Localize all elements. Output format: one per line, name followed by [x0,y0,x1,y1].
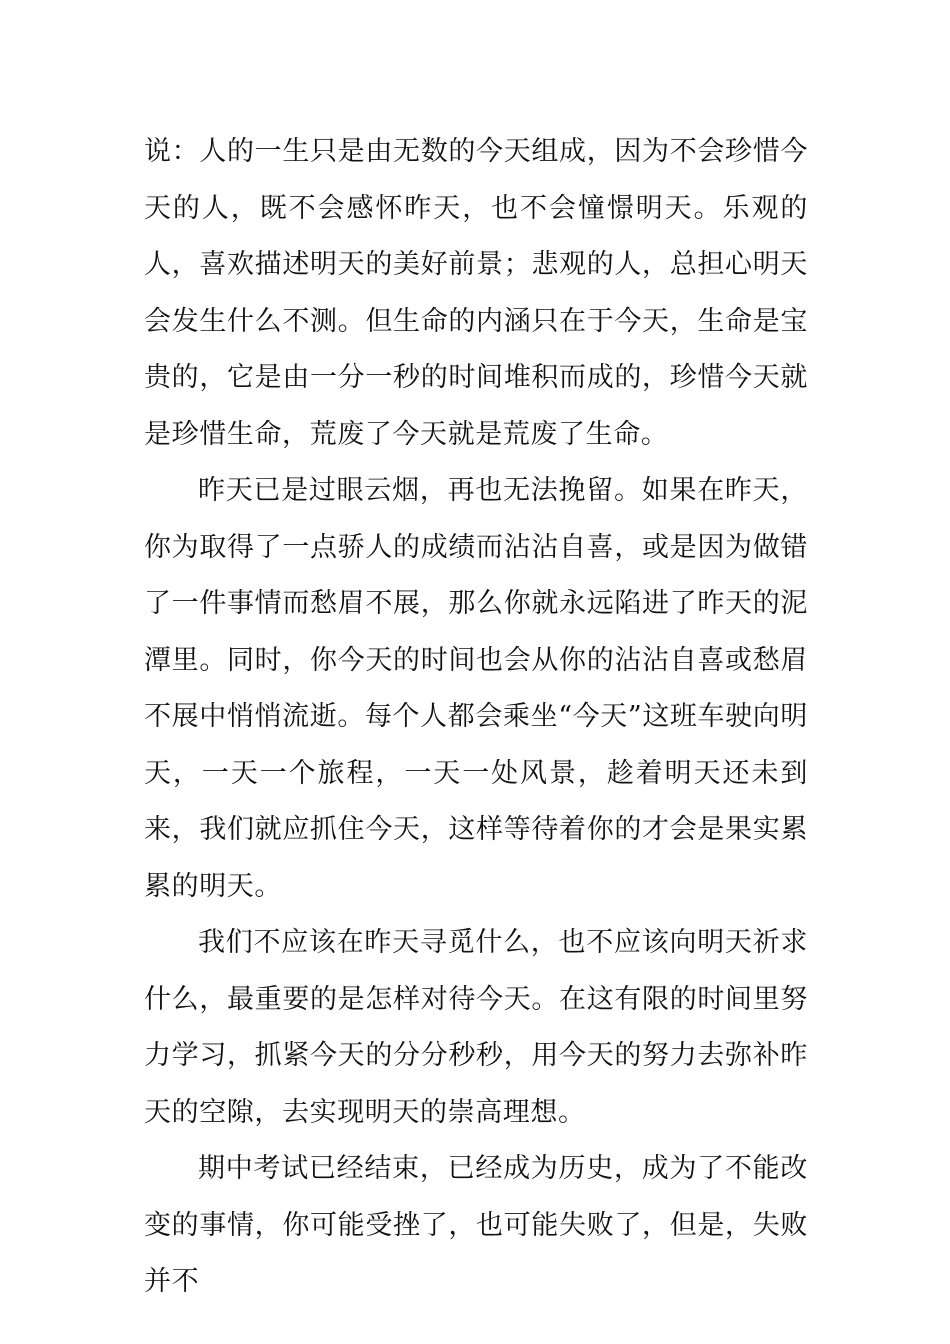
document-body [144,124,808,1311]
paragraph-4: 期中考试已经结束，已经成为历史，成为了不能改变的事情，你可能受挫了，也可能失败了，但是，失败并不 [144,1153,808,1297]
paragraph-1: 说：人的一生只是由无数的今天组成，因为不会珍惜今天的人，既不会感怀昨天，也不会憧憬明天。乐观的人，喜欢描述明天的美好前景；悲观的人，总担心明天会发生什么不测。但生命的内涵只在于今天，生命是宝贵的，它是由一分一秒的时间堆积而成的，珍惜今天就是珍惜生命，荒废了今天就是荒废了生命。 [144,136,808,450]
paragraph-3: 我们不应该在昨天寻觅什么，也不应该向明天祈求什么，最重要的是怎样对待今天。在这有限的时间里努力学习，抓紧今天的分分秒秒，用今天的努力去弥补昨天的空隙，去实现明天的崇高理想。 [144,927,808,1128]
paragraph-2: 昨天已是过眼云烟，再也无法挽留。如果在昨天，你为取得了一点骄人的成绩而沾沾自喜，或是因为做错了一件事情而愁眉不展，那么你就永远陷进了昨天的泥潭里。同时，你今天的时间也会从你的沾沾自喜或愁眉不展中悄悄流逝。每个人都会乘坐“今天”这班车驶向明天，一天一个旅程，一天一处风景，趁着明天还未到来，我们就应抓住今天，这样等待着你的才会是果实累累的明天。 [144,475,808,902]
